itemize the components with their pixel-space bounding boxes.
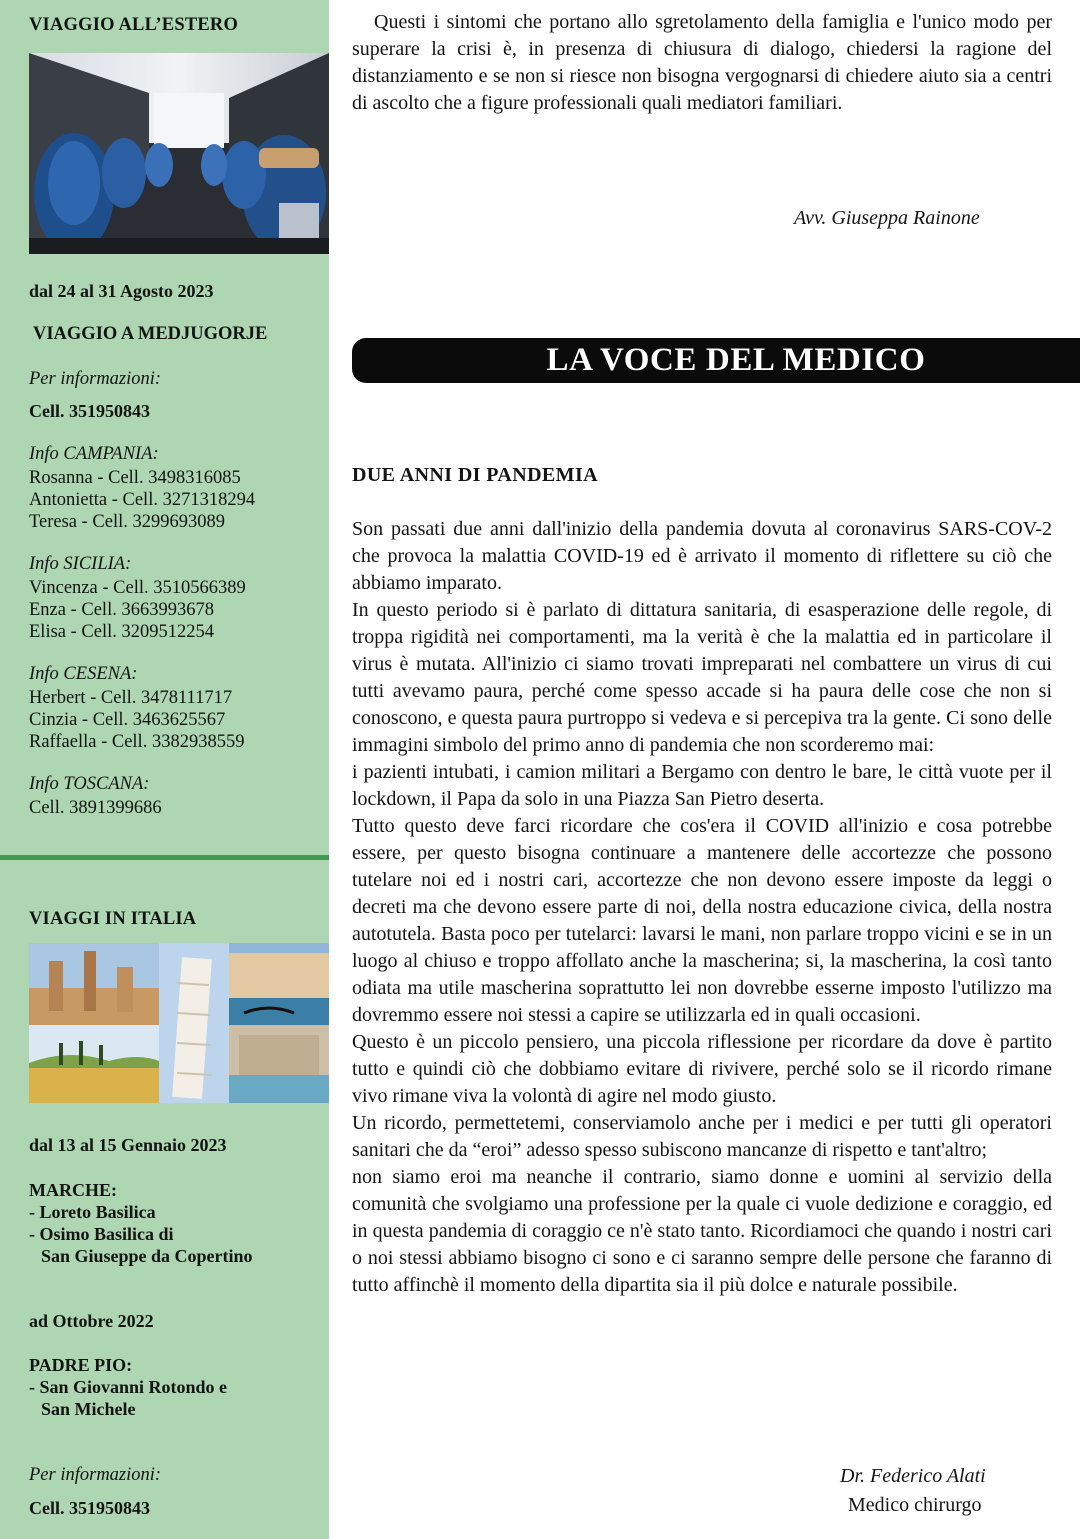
article-paragraph: In questo periodo si è parlato di dittatura sanitaria, di esasperazione delle regole, di troppa rigidità nei comportamenti, ma la verità è che la malattia ed in particolare il virus è mutata. All'inizio ci siamo trovati impreparati nel combattere un virus di cui tutti avevamo paura, perché come spesso accade si ha paura delle cose che non si conoscono, e questa paura purtroppo si vedeva e si percepiva tra la gente. Ci sono delle immagini simbolo del primo anno di pandemia che non scorderemo mai: bbox=[352, 599, 1052, 756]
italy-info-phone: Cell. 351950843 bbox=[29, 1498, 150, 1518]
italy-stop: - Loreto Basilica bbox=[29, 1202, 156, 1222]
main-column bbox=[352, 0, 1052, 1539]
sidebar-italy-section bbox=[0, 860, 329, 1539]
section-heading-abroad: VIAGGIO ALL’ESTERO bbox=[29, 15, 239, 35]
region-label-toscana: Info TOSCANA: bbox=[29, 774, 150, 794]
italy-dates-2: ad Ottobre 2022 bbox=[29, 1311, 154, 1331]
abroad-info-label: Per informazioni: bbox=[29, 369, 162, 389]
banner-title: LA VOCE DEL MEDICO bbox=[546, 342, 926, 378]
article-paragraph: Son passati due anni dall'inizio della pandemia dovuta al coronavirus SARS-COV-2 che provoca la malattia COVID-19 ed è arrivato il momento di riflettere su ciò che abbiamo imparato. bbox=[352, 518, 1052, 594]
intro-paragraph bbox=[352, 9, 1052, 117]
article-author-name: Dr. Federico Alati bbox=[840, 1465, 986, 1487]
contact-line: Raffaella - Cell. 3382938559 bbox=[29, 732, 245, 752]
abroad-dates: dal 24 al 31 Agosto 2023 bbox=[29, 281, 214, 301]
abroad-info-phone: Cell. 351950843 bbox=[29, 401, 150, 421]
contact-line: Rosanna - Cell. 3498316085 bbox=[29, 468, 241, 488]
italy-stop: - San Giovanni Rotondo e bbox=[29, 1377, 228, 1397]
italy-dates-1: dal 13 al 15 Gennaio 2023 bbox=[29, 1135, 227, 1155]
intro-author-signature: Avv. Giuseppa Rainone bbox=[794, 207, 980, 229]
intro-text: Questi i sintomi che portano allo sgretolamento della famiglia e l'unico modo per superare la crisi è, in presenza di chiusura di dialogo, chiedersi la ragione del distanziamento e se non si riesce non bisogna vergognarsi di chiedere aiuto sia a centri di ascolto che a figure professionali quali mediatori familiari. bbox=[352, 11, 1052, 114]
contact-line: Cell. 3891399686 bbox=[29, 798, 162, 818]
region-label-campania: Info CAMPANIA: bbox=[29, 444, 159, 464]
abroad-trip-name: VIAGGIO A MEDJUGORJE bbox=[33, 324, 268, 344]
article-paragraph: Questo è un piccolo pensiero, una piccola riflessione per ricordare da dove è partito tutto e quindi ciò che dobbiamo evitare di rivivere, perché solo se il ricordo rimane vivo rimane viva la volontà di agire nel modo giusto. bbox=[352, 1031, 1052, 1107]
contact-line: Herbert - Cell. 3478111717 bbox=[29, 688, 233, 708]
region-label-cesena: Info CESENA: bbox=[29, 664, 138, 684]
sidebar bbox=[0, 0, 329, 1539]
article-title: DUE ANNI DI PANDEMIA bbox=[352, 464, 598, 486]
section-heading-italy: VIAGGI IN ITALIA bbox=[29, 909, 197, 929]
contact-line: Teresa - Cell. 3299693089 bbox=[29, 512, 225, 532]
italy-stop: - Osimo Basilica di bbox=[29, 1224, 174, 1244]
bus-interior-photo bbox=[29, 53, 329, 254]
contact-line: Elisa - Cell. 3209512254 bbox=[29, 622, 214, 642]
italy-region-1: MARCHE: bbox=[29, 1180, 117, 1200]
italy-collage-photo bbox=[29, 943, 329, 1103]
contact-line: Antonietta - Cell. 3271318294 bbox=[29, 490, 256, 510]
contact-line: Cinzia - Cell. 3463625567 bbox=[29, 710, 226, 730]
italy-info-label: Per informazioni: bbox=[29, 1465, 162, 1485]
italy-stop: San Michele bbox=[41, 1399, 136, 1419]
article-author-role: Medico chirurgo bbox=[848, 1494, 982, 1516]
italy-region-2: PADRE PIO: bbox=[29, 1355, 133, 1375]
article-body bbox=[352, 516, 1052, 1299]
region-label-sicilia: Info SICILIA: bbox=[29, 554, 132, 574]
italy-stop: San Giuseppe da Copertino bbox=[41, 1246, 253, 1266]
article-paragraph: Un ricordo, permettetemi, conserviamolo anche per i medici e per tutti gli operatori sanitari che da “eroi” adesso spesso subiscono mancanze di rispetto e tant'altro; bbox=[352, 1112, 1052, 1161]
article-paragraph: i pazienti intubati, i camion militari a Bergamo con dentro le bare, le città vuote per il lockdown, il Papa da solo in una Piazza San Pietro deserta. bbox=[352, 761, 1052, 810]
section-banner bbox=[352, 338, 1080, 383]
contact-line: Vincenza - Cell. 3510566389 bbox=[29, 578, 246, 598]
article-paragraph: non siamo eroi ma neanche il contrario, siamo donne e uomini al servizio della comunità che svolgiamo una professione per la quale ci vuole dedizione e coraggio, ed in questa pandemia di coraggio ce n'è stato tanto. Ricordiamoci che quando i nostri cari o noi stessi abbiamo bisogno ci sono e ci saranno sempre delle persone che faranno di tutto affinchè il momento della dipartita sia il più dolce e naturale possibile. bbox=[352, 1166, 1052, 1296]
article-paragraph: Tutto questo deve farci ricordare che cos'era il COVID all'inizio e cosa potrebbe essere, per questo bisogna continuare a mantenere delle accortezze che possono tutelare noi ed i nostri cari, accortezze che non devono essere imposte da leggi o decreti ma che devono essere parte di noi, della nostra educazione civica, della nostra autotutela. Basta poco per tutelarci: lavarsi le mani, non parlare troppo vicini e se in un luogo al chiuso e troppo affollato anche la mascherina; si, la mascherina, la così tanto odiata ma utile mascherina soprattutto lei non dovrebbe esserne imposto l'utilizzo ma dovremmo essere noi stessi a capire se utilizzarla ed in quali occasioni. bbox=[352, 815, 1052, 1026]
contact-line: Enza - Cell. 3663993678 bbox=[29, 600, 214, 620]
sidebar-abroad-section bbox=[0, 0, 329, 858]
